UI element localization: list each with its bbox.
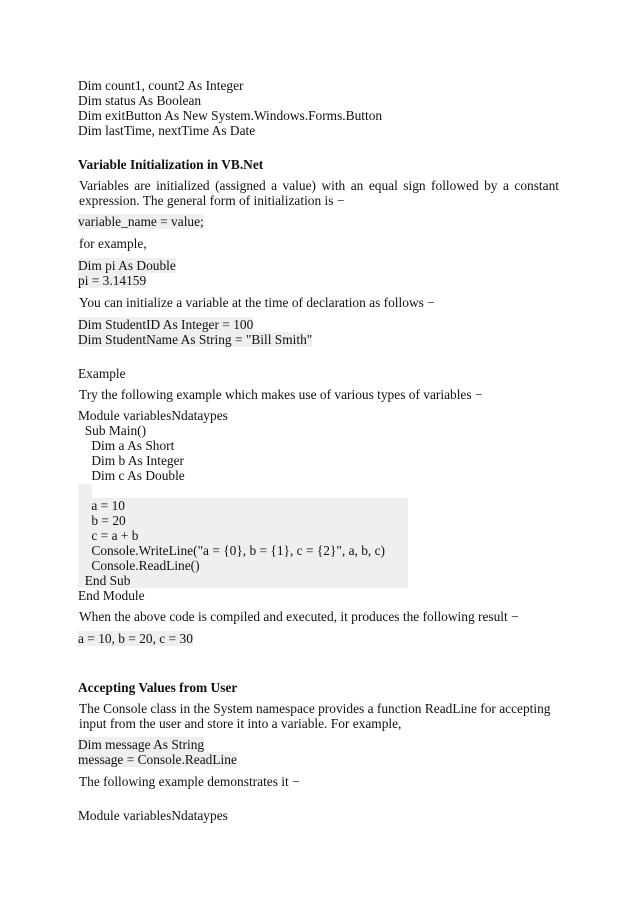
result-output: a = 10, b = 20, c = 30 <box>78 631 193 646</box>
code-line <box>78 631 193 646</box>
example-heading: Example <box>78 366 126 381</box>
code-line: Dim exitButton As New System.Windows.Forms.Button <box>78 108 383 123</box>
code-line: Dim lastTime, nextTime As Date <box>78 123 256 138</box>
module-code-line: End Sub <box>78 573 131 588</box>
code-line <box>78 332 312 347</box>
module-start-line: Module variablesNdataypes <box>78 808 228 823</box>
result-paragraph: When the above code is compiled and executed, it produces the following result − <box>79 609 519 624</box>
code-line <box>78 214 204 229</box>
code-line <box>78 737 204 752</box>
message-code-line: Dim message As String <box>78 737 205 752</box>
section-heading-initialization: Variable Initialization in VB.Net <box>78 157 264 172</box>
module-code-line: Module variablesNdataypes <box>78 408 228 423</box>
module-code-line: a = 10 <box>78 498 125 513</box>
pi-code-line: pi = 3.14159 <box>78 273 147 288</box>
module-code-line: End Module <box>78 588 145 603</box>
init-paragraph: Variables are initialized (assigned a value) with an equal sign followed by a constant expression. The general form of initialization is − <box>79 178 559 208</box>
module-code-line: Console.WriteLine("a = {0}, b = {1}, c = {2}", a, b, c) <box>78 543 385 558</box>
code-line <box>78 317 253 332</box>
module-code-line: c = a + b <box>78 528 139 543</box>
demo-paragraph: The following example demonstrates it − <box>79 774 300 789</box>
code-line <box>78 752 237 767</box>
example-paragraph: Try the following example which makes use of various types of variables − <box>79 387 483 402</box>
student-code-line: Dim StudentName As String = "Bill Smith" <box>78 332 313 347</box>
code-line <box>78 258 176 273</box>
module-code-line: Dim b As Integer <box>78 453 184 468</box>
module-code-line: Sub Main() <box>78 423 147 438</box>
message-code-line: message = Console.ReadLine <box>78 752 237 767</box>
accept-paragraph: The Console class in the System namespace provides a function ReadLine for accepting input from the user and store it into a variable. For example, <box>79 701 551 731</box>
for-example-text: for example, <box>79 236 147 251</box>
code-line <box>78 273 146 288</box>
init-syntax: variable_name = value; <box>78 214 204 229</box>
student-code-line: Dim StudentID As Integer = 100 <box>78 317 254 332</box>
module-code-line: Dim c As Double <box>78 468 185 483</box>
code-line: Dim count1, count2 As Integer <box>78 78 244 93</box>
code-line: Dim status As Boolean <box>78 93 202 108</box>
section-heading-accepting-values: Accepting Values from User <box>78 680 238 695</box>
module-code-line: b = 20 <box>78 513 126 528</box>
pi-code-line: Dim pi As Double <box>78 258 176 273</box>
module-code-line: Console.ReadLine() <box>78 558 200 573</box>
declaration-init-paragraph: You can initialize a variable at the time of declaration as follows − <box>79 295 435 310</box>
module-code-line: Dim a As Short <box>78 438 175 453</box>
